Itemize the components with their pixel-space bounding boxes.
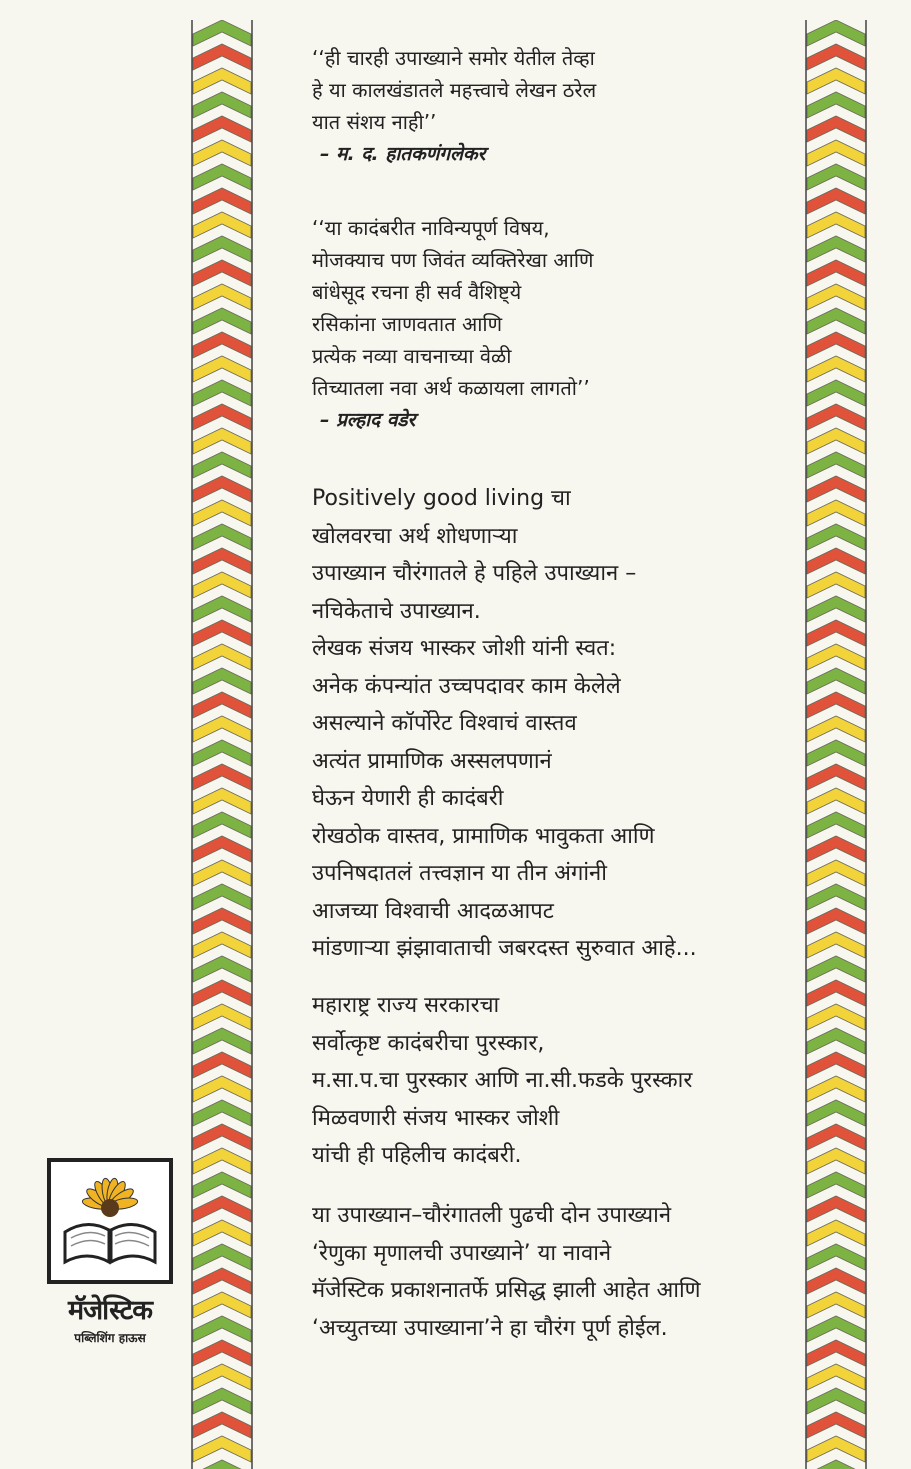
sequel-line: ‘रेणुका मृणालची उपाख्याने’ या नावाने (312, 1240, 612, 1266)
chevron-stripe (193, 1412, 251, 1438)
chevron-stripe (807, 188, 865, 214)
description-line: लेखक संजय भास्कर जोशी यांनी स्वत: (312, 636, 617, 661)
chevron-stripe (807, 1100, 865, 1126)
chevron-stripe (807, 596, 865, 622)
quote-hatkanangalekar (312, 42, 596, 170)
chevron-stripe (807, 1076, 865, 1102)
chevron-stripe (807, 788, 865, 814)
chevron-stripe (193, 1004, 251, 1030)
chevron-stripe (193, 1028, 251, 1054)
chevron-stripe (193, 308, 251, 334)
chevron-stripe (193, 1172, 251, 1198)
chevron-stripe (193, 476, 251, 502)
chevron-stripe (193, 620, 251, 646)
chevron-stripe (807, 1268, 865, 1294)
sequel-line: या उपाख्यान–चौरंगातली पुढची दोन उपाख्याने (312, 1203, 672, 1228)
chevron-stripe (807, 332, 865, 358)
chevron-stripe (807, 980, 865, 1006)
chevron-stripe (193, 596, 251, 622)
quote-wader (312, 212, 594, 436)
chevron-stripe (807, 500, 865, 526)
chevron-stripe (807, 1364, 865, 1390)
chevron-stripe (807, 236, 865, 262)
quote-line: तिच्यातला नवा अर्थ कळायला लागतो’’ (312, 376, 590, 400)
chevron-stripe (807, 1436, 865, 1462)
chevron-stripe (807, 476, 865, 502)
quote-line: बांधेसूद रचना ही सर्व वैशिष्ट्ये (312, 280, 522, 304)
chevron-stripe (193, 1220, 251, 1246)
award-line: यांची ही पहिलीच कादंबरी. (312, 1143, 522, 1168)
chevron-stripe (807, 44, 865, 70)
chevron-stripe (807, 836, 865, 862)
chevron-stripe (807, 764, 865, 790)
description-line: उपाख्यान चौरंगातले हे पहिले उपाख्यान – (312, 561, 637, 586)
chevron-stripe (193, 668, 251, 694)
chevron-stripe (193, 932, 251, 958)
chevron-stripe (807, 860, 865, 886)
chevron-stripe (807, 452, 865, 478)
description-line: नचिकेताचे उपाख्यान. (312, 598, 481, 624)
chevron-stripe (193, 404, 251, 430)
sequel-paragraph (312, 1197, 701, 1347)
chevron-stripe (193, 1316, 251, 1342)
chevron-stripe (193, 260, 251, 286)
chevron-stripe (193, 1100, 251, 1126)
chevron-stripe (193, 740, 251, 766)
chevron-stripe (193, 428, 251, 454)
chevron-stripe (193, 116, 251, 142)
chevron-stripe (807, 260, 865, 286)
chevron-stripe (193, 692, 251, 718)
chevron-stripe (807, 884, 865, 910)
chevron-stripe (807, 356, 865, 382)
chevron-stripe (193, 764, 251, 790)
left-decorative-border (191, 20, 253, 1469)
chevron-stripe (193, 1196, 251, 1222)
quote-line: हे या कालखंडातले महत्त्वाचे लेखन ठरेल (312, 78, 597, 102)
description-line: उपनिषदातलं तत्त्वज्ञान या तीन अंगांनी (312, 861, 607, 886)
chevron-stripe (193, 500, 251, 526)
chevron-stripe (807, 740, 865, 766)
award-line: म.सा.प.चा पुरस्कार आणि ना.सी.फडके पुरस्कार (312, 1068, 693, 1093)
chevron-stripe (193, 980, 251, 1006)
chevron-stripe (193, 572, 251, 598)
award-line: सर्वोत्कृष्ट कादंबरीचा पुरस्कार, (312, 1030, 545, 1056)
chevron-stripe (807, 1388, 865, 1414)
chevron-stripe (807, 1340, 865, 1366)
description-line: घेऊन येणारी ही कादंबरी (312, 786, 504, 811)
chevron-stripe (193, 44, 251, 70)
quote-author: – प्रल्हाद वडेर (320, 409, 416, 431)
description-line: मांडणाऱ्या झंझावाताची जबरदस्त सुरुवात आहे... (312, 936, 697, 961)
chevron-stripe (807, 1460, 865, 1469)
chevron-stripe (193, 1268, 251, 1294)
chevron-stripe (807, 1292, 865, 1318)
publisher-subtitle: पब्लिशिंग हाऊस (74, 1331, 146, 1345)
description-line: खोलवरचा अर्थ शोधणाऱ्या (312, 523, 518, 549)
chevron-stripe (807, 20, 865, 46)
chevron-stripe (193, 356, 251, 382)
award-paragraph (312, 987, 692, 1175)
chevron-stripe (807, 140, 865, 166)
chevron-stripe (807, 212, 865, 238)
chevron-stripe (807, 716, 865, 742)
quote-line: रसिकांना जाणवतात आणि (312, 312, 503, 336)
chevron-stripe (193, 812, 251, 838)
book-description (312, 480, 697, 968)
chevron-stripe (807, 116, 865, 142)
description-line: रोखठोक वास्तव, प्रामाणिक भावुकता आणि (312, 823, 655, 849)
description-line: आजच्या विश्वाची आदळआपट (312, 898, 554, 924)
quote-author: – म. द. हातकणंगलेकर (320, 143, 486, 165)
chevron-stripe (193, 884, 251, 910)
quote-line: यात संशय नाही’’ (312, 110, 437, 134)
chevron-stripe (193, 212, 251, 238)
chevron-stripe (193, 380, 251, 406)
chevron-stripe (193, 1292, 251, 1318)
chevron-stripe (807, 572, 865, 598)
chevron-stripe (193, 1340, 251, 1366)
chevron-stripe (193, 524, 251, 550)
chevron-stripe (807, 1028, 865, 1054)
chevron-stripe (807, 1052, 865, 1078)
sequel-line: ‘अच्युतच्या उपाख्याना’ने हा चौरंग पूर्ण होईल. (312, 1315, 668, 1341)
chevron-stripe (193, 20, 251, 46)
chevron-stripe (193, 236, 251, 262)
chevron-stripe (807, 1172, 865, 1198)
chevron-stripe (193, 956, 251, 982)
chevron-stripe (193, 1460, 251, 1469)
description-line: अत्यंत प्रामाणिक अस्सलपणानं (312, 748, 552, 774)
chevron-stripe (193, 548, 251, 574)
description-line: अनेक कंपन्यांत उच्चपदावर काम केलेले (312, 673, 621, 699)
sequel-line: मॅजेस्टिक प्रकाशनातर्फे प्रसिद्ध झाली आहेत आणि (312, 1278, 701, 1303)
chevron-stripe (807, 932, 865, 958)
publisher-name: मॅजेस्टिक (67, 1295, 153, 1326)
chevron-stripe (807, 68, 865, 94)
chevron-stripe (807, 692, 865, 718)
description-line: असल्याने कॉर्पोरेट विश्वाचं वास्तव (312, 711, 577, 736)
chevron-stripe (193, 1388, 251, 1414)
chevron-stripe (193, 836, 251, 862)
chevron-stripe (193, 332, 251, 358)
chevron-stripe (807, 1412, 865, 1438)
chevron-stripe (193, 1148, 251, 1174)
chevron-stripe (193, 1364, 251, 1390)
chevron-stripe (807, 284, 865, 310)
chevron-stripe (807, 524, 865, 550)
chevron-stripe (807, 548, 865, 574)
chevron-stripe (807, 380, 865, 406)
chevron-stripe (807, 1124, 865, 1150)
chevron-stripe (193, 1244, 251, 1270)
chevron-stripe (193, 92, 251, 118)
chevron-stripe (193, 788, 251, 814)
chevron-stripe (193, 188, 251, 214)
chevron-stripe (807, 1196, 865, 1222)
chevron-stripe (807, 308, 865, 334)
quote-line: ‘‘या कादंबरीत नाविन्यपूर्ण विषय, (312, 216, 550, 240)
chevron-stripe (807, 620, 865, 646)
chevron-stripe (193, 452, 251, 478)
chevron-stripe (807, 404, 865, 430)
chevron-stripe (193, 1436, 251, 1462)
award-line: मिळवणारी संजय भास्कर जोशी (312, 1105, 560, 1131)
chevron-stripe (193, 860, 251, 886)
right-decorative-border (805, 20, 867, 1469)
description-line: Positively good living चा (312, 486, 571, 511)
chevron-stripe (193, 1076, 251, 1102)
quote-line: ‘‘ही चारही उपाख्याने समोर येतील तेव्हा (312, 46, 595, 70)
chevron-stripe (807, 1220, 865, 1246)
chevron-stripe (193, 644, 251, 670)
chevron-stripe (807, 668, 865, 694)
chevron-stripe (807, 644, 865, 670)
quote-line: मोजक्याच पण जिवंत व्यक्तिरेखा आणि (312, 248, 594, 272)
chevron-stripe (193, 68, 251, 94)
chevron-stripe (193, 164, 251, 190)
chevron-stripe (193, 1052, 251, 1078)
chevron-stripe (807, 1316, 865, 1342)
chevron-stripe (807, 92, 865, 118)
chevron-stripe (193, 140, 251, 166)
publisher-logo (44, 1158, 176, 1358)
chevron-stripe (807, 1244, 865, 1270)
chevron-stripe (807, 164, 865, 190)
chevron-stripe (807, 908, 865, 934)
chevron-stripe (193, 1124, 251, 1150)
chevron-stripe (807, 956, 865, 982)
chevron-stripe (193, 908, 251, 934)
chevron-stripe (193, 284, 251, 310)
chevron-stripe (807, 1148, 865, 1174)
chevron-stripe (807, 428, 865, 454)
award-line: महाराष्ट्र राज्य सरकारचा (312, 993, 500, 1018)
chevron-stripe (193, 716, 251, 742)
quote-line: प्रत्येक नव्या वाचनाच्या वेळी (312, 344, 512, 368)
book-sunflower-logo-icon (47, 1158, 173, 1284)
chevron-stripe (807, 812, 865, 838)
chevron-stripe (807, 1004, 865, 1030)
